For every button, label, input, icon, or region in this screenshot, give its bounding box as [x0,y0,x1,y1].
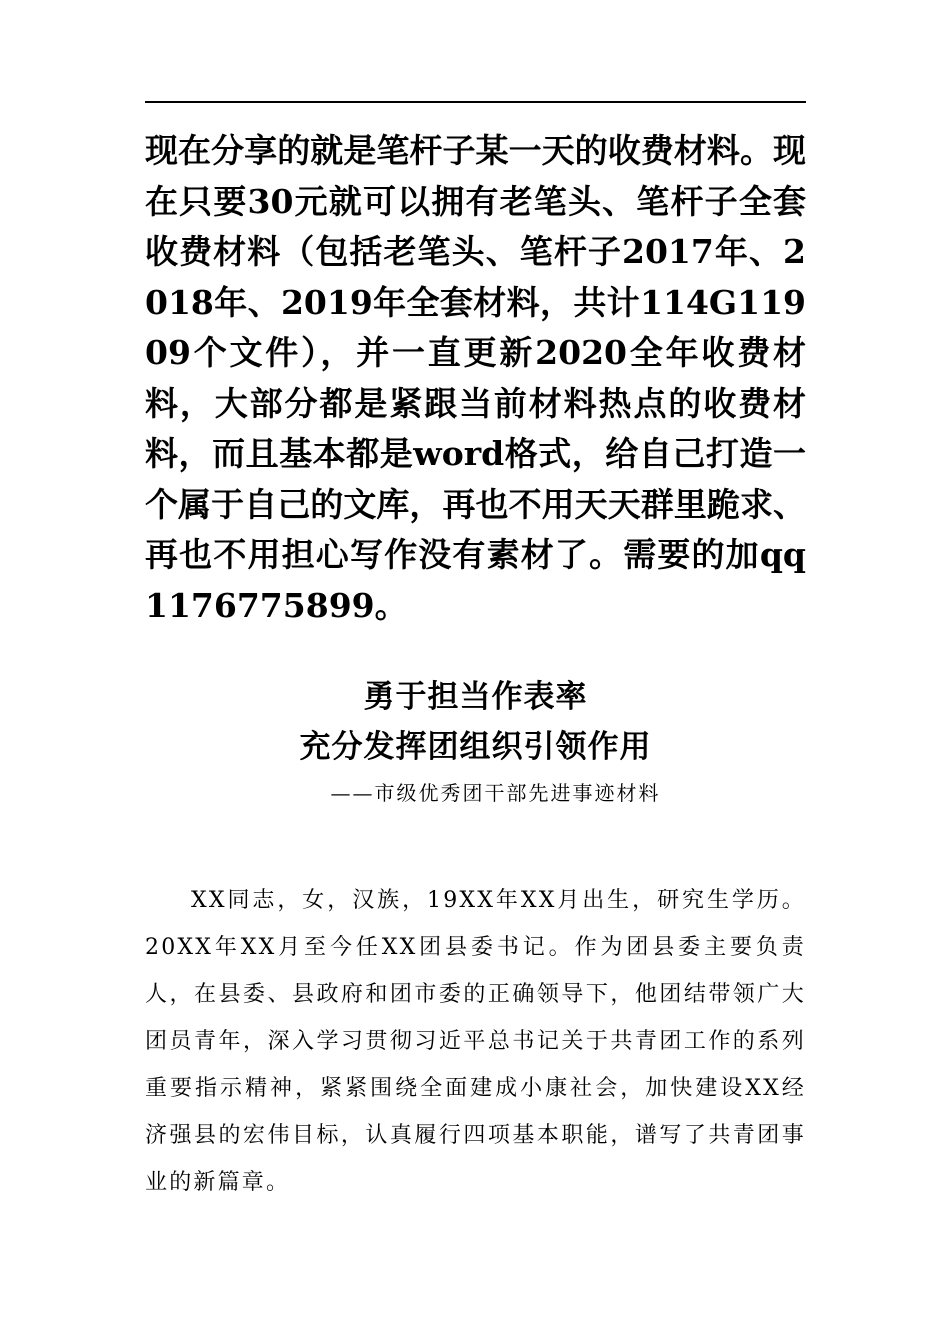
article-title-block [145,672,806,808]
promo-paragraph: 现在分享的就是笔杆子某一天的收费材料。现在只要30元就可以拥有老笔头、笔杆子全套收费材料（包括老笔头、笔杆子2017年、2018年、2019年全套材料，共计114G11909个文件），并一直更新2020全年收费材料，大部分都是紧跟当前材料热点的收费材料，而且基本都是word格式，给自己打造一个属于自己的文库，再也不用天天群里跪求、再也不用担心写作没有素材了。需要的加qq1176775899。 [145,131,806,625]
article-subtitle: ——市级优秀团干部先进事迹材料 [330,781,661,805]
body-paragraph: XX同志，女，汉族，19XX年XX月出生，研究生学历。20XX年XX月至今任XX团县委书记。作为团县委主要负责人，在县委、县政府和团市委的正确领导下，他团结带领广大团员青年，深入学习贯彻习近平总书记关于共青团工作的系列重要指示精神，紧紧围绕全面建成小康社会，加快建设XX经济强县的宏伟目标，认真履行四项基本职能，谱写了共青团事业的新篇章。 [145,888,806,1195]
article-title-line-1: 勇于担当作表率 [363,679,588,715]
article-title-line-2: 充分发挥团组织引领作用 [299,729,652,765]
header-rule [145,101,806,103]
